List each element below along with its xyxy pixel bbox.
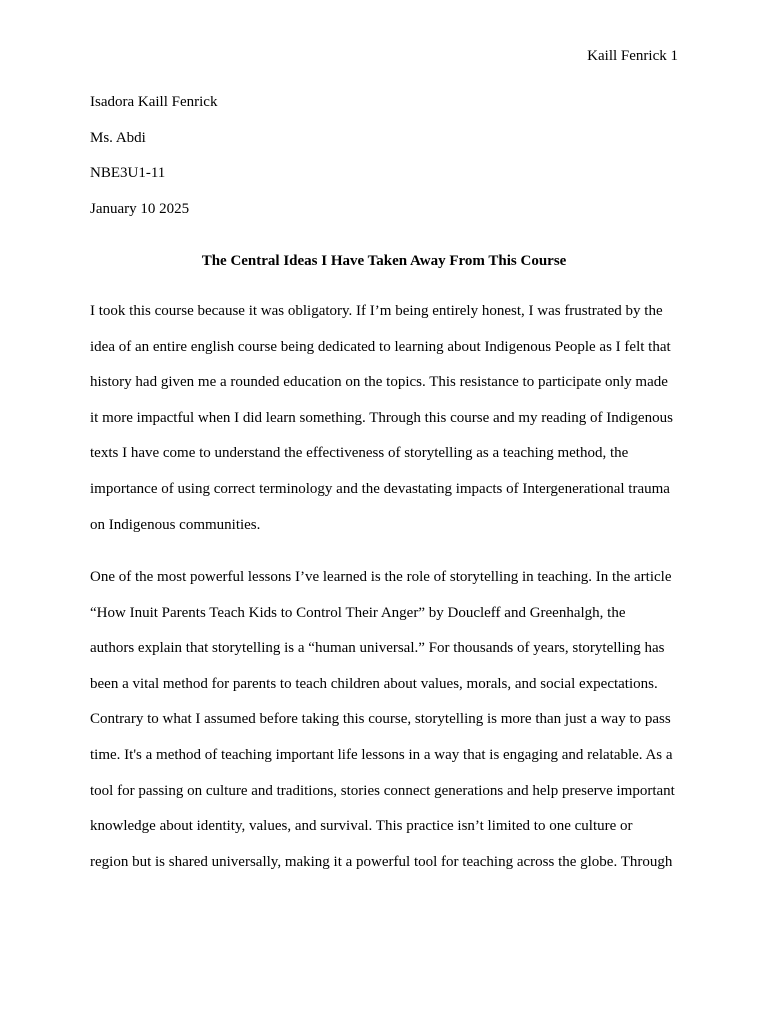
text-line: Contrary to what I assumed before taking this course, storytelling is more than just a way to pass: [90, 711, 671, 728]
text-line: history had given me a rounded education on the topics. This resistance to participate only made: [90, 374, 668, 391]
text-line: it more impactful when I did learn something. Through this course and my reading of Indigenous: [90, 409, 673, 426]
document-date: January 10 2025: [90, 200, 190, 217]
text-line: idea of an entire english course being dedicated to learning about Indigenous People as I felt that: [90, 338, 671, 355]
student-name: Isadora Kaill Fenrick: [90, 94, 218, 110]
text-line: tool for passing on culture and traditions, stories connect generations and help preserve important: [90, 782, 675, 799]
paragraph-2: [90, 568, 690, 888]
text-line: time. It's a method of teaching important life lessons in a way that is engaging and relatable. As a: [90, 746, 673, 763]
mla-heading: [90, 93, 690, 235]
text-line: been a vital method for parents to teach children about values, morals, and social expectations.: [90, 675, 658, 692]
text-line: texts I have come to understand the effectiveness of storytelling as a teaching method, the: [90, 445, 629, 462]
course-code: NBE3U1-11: [90, 165, 166, 182]
essay-title: The Central Ideas I Have Taken Away From This Course: [201, 253, 567, 269]
teacher-name: Ms. Abdi: [90, 129, 146, 146]
text-line: region but is shared universally, making it a powerful tool for teaching across the globe. Through: [90, 853, 673, 870]
paragraph-1: [90, 302, 690, 551]
text-line: knowledge about identity, values, and survival. This practice isn’t limited to one culture or: [90, 818, 633, 835]
text-line: I took this course because it was obligatory. If I’m being entirely honest, I was frustrated by the: [90, 303, 663, 319]
text-line: “How Inuit Parents Teach Kids to Control Their Anger” by Doucleff and Greenhalgh, the: [90, 604, 626, 621]
text-line: authors explain that storytelling is a “human universal.” For thousands of years, storytelling has: [90, 640, 665, 657]
running-header: Kaill Fenrick 1: [587, 48, 678, 64]
text-line: on Indigenous communities.: [90, 516, 261, 533]
text-line: One of the most powerful lessons I’ve learned is the role of storytelling in teaching. In the article: [90, 569, 672, 585]
text-line: importance of using correct terminology and the devastating impacts of Intergenerational trauma: [90, 480, 670, 497]
